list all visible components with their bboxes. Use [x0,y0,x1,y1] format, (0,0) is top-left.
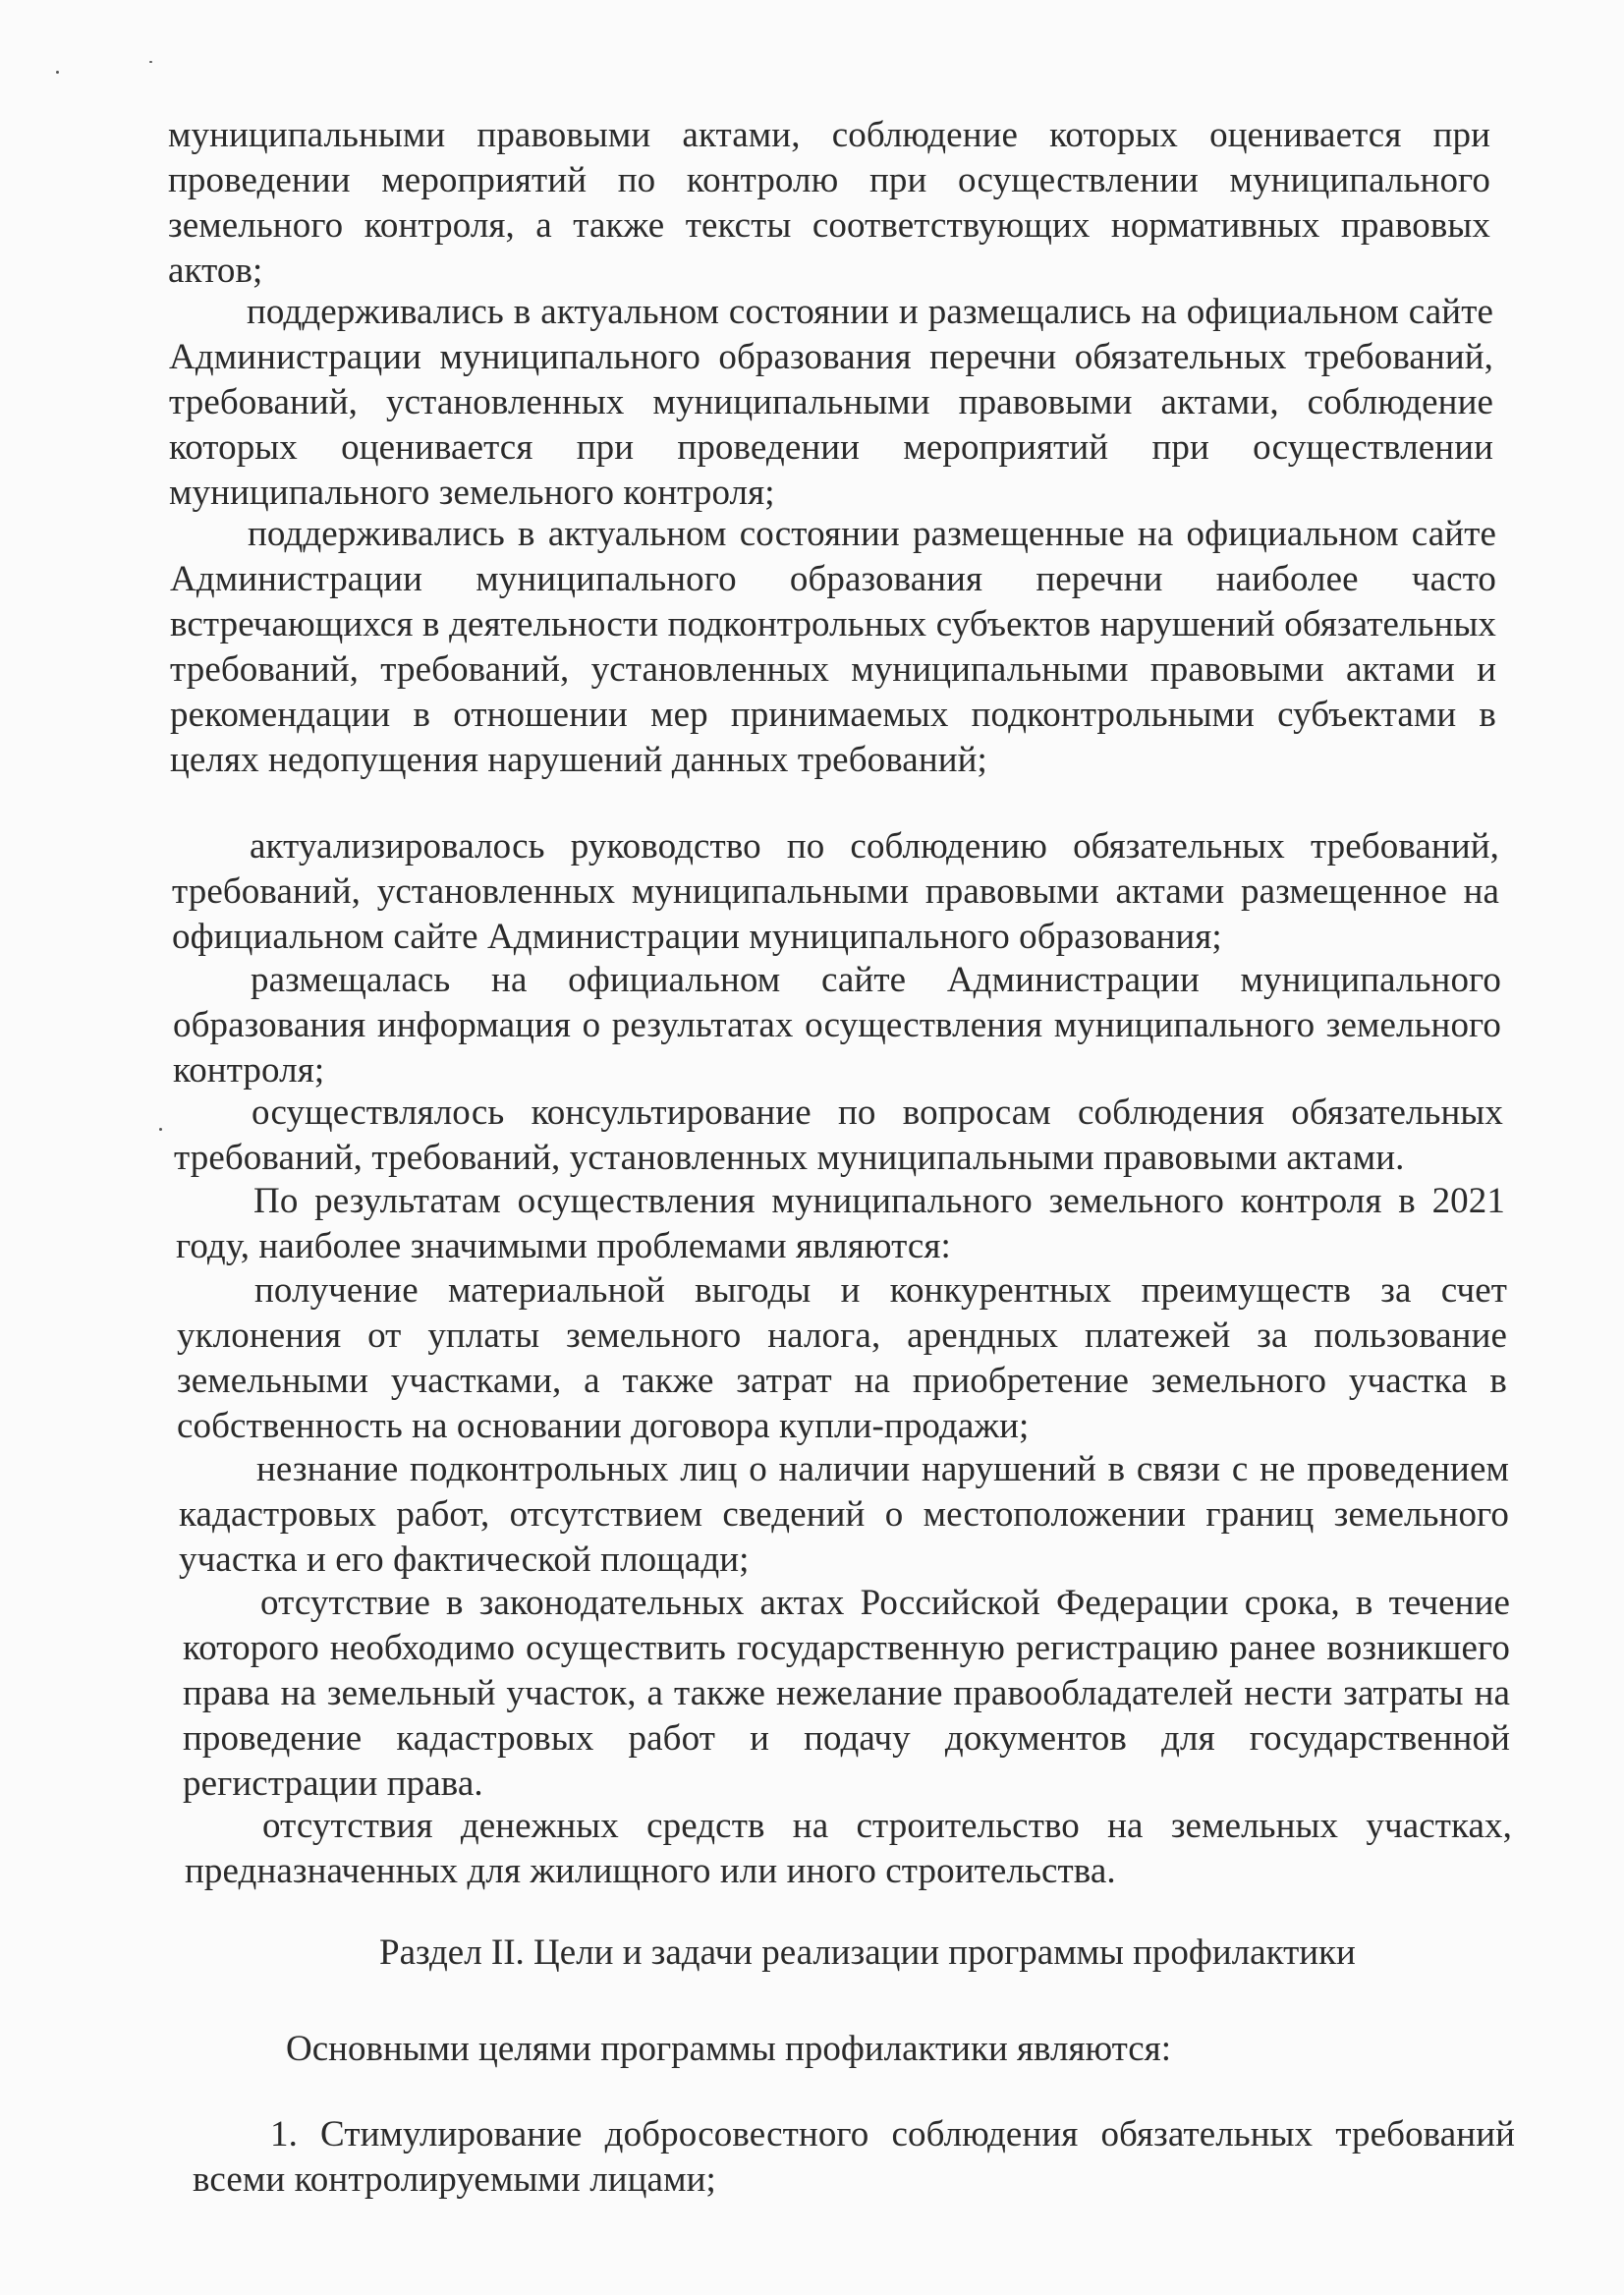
paragraph: размещалась на официальном сайте Администрации муниципального образования информация о результатах осуществления муниципального земельного контроля; [173,960,1501,1091]
paragraph: отсутствие в законодательных актах Российской Федерации срока, в течение которого необходимо осуществить государственную регистрацию ранее возникшего права на земельный участок, а также нежелание правообладателей нести затраты на проведение кадастровых работ и подачу документов для государственной регистрации права. [183,1583,1510,1804]
scan-speck [149,61,152,63]
goals-intro: Основными целями программы профилактики являются: [286,2029,1171,2069]
paragraph: незнание подконтрольных лиц о наличии нарушений в связи с не проведением кадастровых работ, отсутствием сведений о местоположении границ земельного участка и его фактической площади; [179,1449,1509,1580]
goal-item: 1. Стимулирование добросовестного соблюдения обязательных требований всеми контролируемыми лицами; [193,2114,1515,2200]
paragraph-continuation: муниципальными правовыми актами, соблюдение которых оценивается при проведении мероприятий по контролю при осуществлении муниципального земельного контроля, а также тексты соответствующих нормативных правовых актов; [168,115,1490,291]
scan-speck [56,71,59,74]
paragraph: актуализировалось руководство по соблюдению обязательных требований, требований, установленных муниципальными правовыми актами размещенное на официальном сайте Администрации муниципального образования; [172,826,1499,957]
paragraph: получение материальной выгоды и конкурентных преимуществ за счет уклонения от уплаты земельного налога, арендных платежей за пользование земельными участками, а также затрат на приобретение земельного участка в собственность на основании договора купли-продажи; [177,1270,1507,1446]
scan-speck [159,1128,162,1131]
paragraph: По результатам осуществления муниципального земельного контроля в 2021 году, наиболее значимыми проблемами являются: [176,1181,1505,1266]
paragraph: осуществлялось консультирование по вопросам соблюдения обязательных требований, требований, установленных муниципальными правовыми актами. [174,1092,1503,1178]
paragraph: отсутствия денежных средств на строительство на земельных участках, предназначенных для жилищного или иного строительства. [185,1806,1512,1891]
paragraph: поддерживались в актуальном состоянии размещенные на официальном сайте Администрации муниципального образования перечни наиболее часто встречающихся в деятельности подконтрольных субъектов нарушений обязательных требований, требований, установленных муниципальными правовыми актами и рекомендации в отношении мер принимаемых подконтрольными субъектами в целях недопущения нарушений данных требований; [170,514,1496,780]
section-heading: Раздел II. Цели и задачи реализации программы профилактики [379,1932,1356,1973]
paragraph: поддерживались в актуальном состоянии и размещались на официальном сайте Администрации муниципального образования перечни обязательных требований, требований, установленных муниципальными правовыми актами, соблюдение которых оценивается при проведении мероприятий при осуществлении муниципального земельного контроля; [169,292,1493,513]
